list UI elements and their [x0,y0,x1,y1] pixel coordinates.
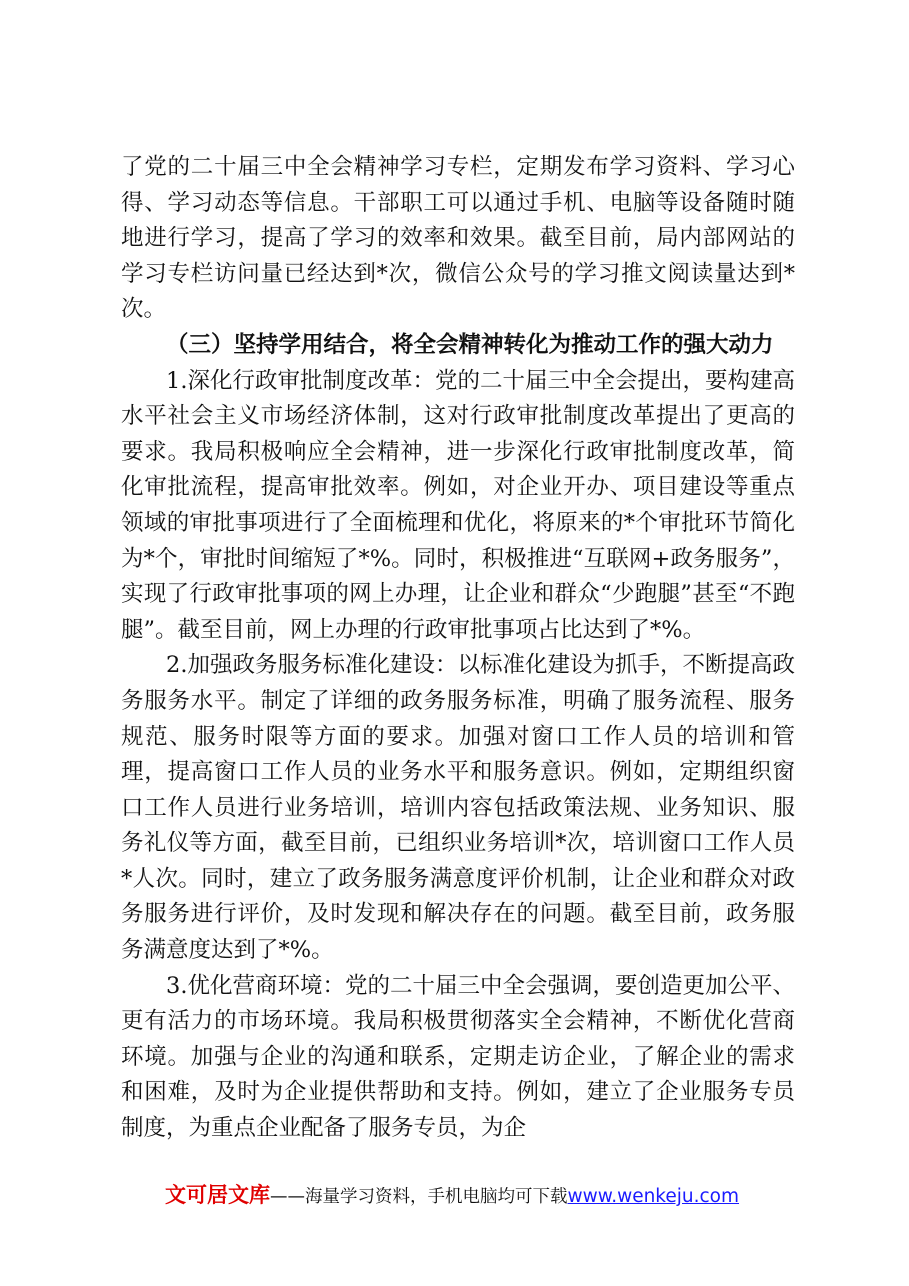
footer-brand: 文可居文库 [165,1183,270,1207]
document-body [121,150,795,1147]
paragraph-item-2: 2.加强政务服务标准化建设：以标准化建设为抓手，不断提高政务服务水平。制定了详细的政务服务标准，明确了服务流程、服务规范、服务时限等方面的要求。加强对窗口工作人员的培训和管理，提高窗口工作人员的业务水平和服务意识。例如，定期组织窗口工作人员进行业务培训，培训内容包括政策法规、业务知识、服务礼仪等方面，截至目前，已组织业务培训*次，培训窗口工作人员*人次。同时，建立了政务服务满意度评价机制，让企业和群众对政务服务进行评价，及时发现和解决存在的问题。截至目前，政务服务满意度达到了*%。 [121,652,795,964]
footer-slogan: ——海量学习资料，手机电脑均可下载 [270,1187,568,1207]
paragraph-item-3: 3.优化营商环境：党的二十届三中全会强调，要创造更加公平、更有活力的市场环境。我局积极贯彻落实全会精神，不断优化营商环境。加强与企业的沟通和联系，定期走访企业，了解企业的需求和困难，及时为企业提供帮助和支持。例如，建立了企业服务专员制度，为重点企业配备了服务专员，为企 [121,972,795,1142]
paragraph-continuation: 了党的二十届三中全会精神学习专栏，定期发布学习资料、学习心得、学习动态等信息。干部职工可以通过手机、电脑等设备随时随地进行学习，提高了学习的效率和效果。截至目前，局内部网站的学习专栏访问量已经达到*次，微信公众号的学习推文阅读量达到*次。 [121,154,795,323]
section-heading: （三）坚持学用结合，将全会精神转化为推动工作的强大动力 [166,331,774,358]
footer-website-link[interactable]: www.wenkeju.com [567,1186,740,1207]
footer-banner [165,1182,785,1210]
paragraph-item-1: 1.深化行政审批制度改革：党的二十届三中全会提出，要构建高水平社会主义市场经济体制，这对行政审批制度改革提出了更高的要求。我局积极响应全会精神，进一步深化行政审批制度改革，简化审批流程，提高审批效率。例如，对企业开办、项目建设等重点领域的审批事项进行了全面梳理和优化，将原来的*个审批环节简化为*个，审批时间缩短了*%。同时，积极推进“互联网+政务服务”，实现了行政审批事项的网上办理，让企业和群众“少跑腿”甚至“不跑腿”。截至目前，网上办理的行政审批事项占比达到了*%。 [121,367,795,643]
